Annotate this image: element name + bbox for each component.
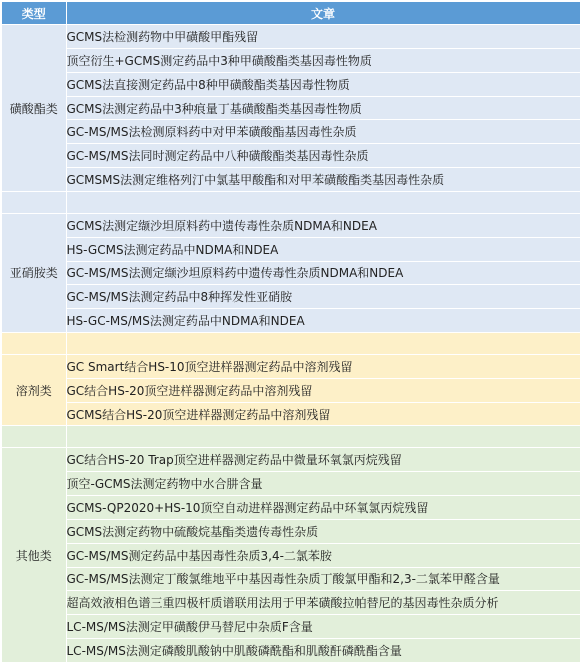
article-title-cell: HS-GC-MS/MS法测定药品中NDMA和NDEA — [66, 309, 580, 333]
spacer-cell — [2, 192, 66, 214]
article-title-cell: GC-MS/MS法同时测定药品中八种磺酸酯类基因毒性杂质 — [66, 144, 580, 168]
category-cell: 其他类 — [2, 448, 66, 663]
article-title-cell: GC-MS/MS法测定丁酸氯维地平中基因毒性杂质丁酸氯甲酯和2,3-二氯苯甲醛含量 — [66, 567, 580, 591]
table-row — [2, 237, 580, 261]
group-spacer-row — [2, 426, 580, 448]
article-title-cell: GCMS结合HS-20顶空进样器测定药品中溶剂残留 — [66, 402, 580, 426]
table-row — [2, 285, 580, 309]
spacer-cell — [66, 333, 580, 355]
table-row — [2, 378, 580, 402]
category-cell: 溶剂类 — [2, 354, 66, 426]
table-row — [2, 472, 580, 496]
articles-table — [2, 2, 581, 663]
table-row — [2, 495, 580, 519]
article-title-cell: GC结合HS-20 Trap顶空进样器测定药品中微量环氧氯丙烷残留 — [66, 448, 580, 472]
article-title-cell: GC结合HS-20顶空进样器测定药品中溶剂残留 — [66, 378, 580, 402]
header-title: 文章 — [66, 2, 580, 25]
article-title-cell: GCMS法测定缬沙坦原料药中遗传毒性杂质NDMA和NDEA — [66, 213, 580, 237]
spacer-cell — [66, 192, 580, 214]
table-row — [2, 168, 580, 192]
table-row — [2, 144, 580, 168]
article-title-cell: LC-MS/MS法测定磷酸肌酸钠中肌酸磷酰酯和肌酸酐磷酰酯含量 — [66, 639, 580, 663]
group-spacer-row — [2, 192, 580, 214]
spacer-cell — [2, 426, 66, 448]
table-row — [2, 261, 580, 285]
table-row — [2, 96, 580, 120]
article-title-cell: GCMS法检测药物中甲磺酸甲酯残留 — [66, 25, 580, 49]
group-spacer-row — [2, 333, 580, 355]
article-title-cell: GC-MS/MS法测定缬沙坦原料药中遗传毒性杂质NDMA和NDEA — [66, 261, 580, 285]
table-row — [2, 213, 580, 237]
table-row — [2, 25, 580, 49]
article-title-cell: HS-GCMS法测定药品中NDMA和NDEA — [66, 237, 580, 261]
article-title-cell: GC Smart结合HS-10顶空进样器测定药品中溶剂残留 — [66, 354, 580, 378]
table-row — [2, 567, 580, 591]
table-row — [2, 120, 580, 144]
table-row — [2, 519, 580, 543]
table-row — [2, 354, 580, 378]
table-row — [2, 591, 580, 615]
table-row — [2, 543, 580, 567]
table-row — [2, 72, 580, 96]
article-title-cell: GCMS法测定药物中硫酸烷基酯类遗传毒性杂质 — [66, 519, 580, 543]
table-row — [2, 309, 580, 333]
header-category: 类型 — [2, 2, 66, 25]
category-cell: 亚硝胺类 — [2, 213, 66, 332]
table-row — [2, 448, 580, 472]
category-cell: 磺酸酯类 — [2, 25, 66, 192]
article-title-cell: GC-MS/MS测定药品中基因毒性杂质3,4-二氯苯胺 — [66, 543, 580, 567]
table-row — [2, 639, 580, 663]
article-title-cell: GC-MS/MS法检测原料药中对甲苯磺酸酯基因毒性杂质 — [66, 120, 580, 144]
article-title-cell: 顶空衍生+GCMS测定药品中3种甲磺酸酯类基因毒性物质 — [66, 48, 580, 72]
article-title-cell: LC-MS/MS法测定甲磺酸伊马替尼中杂质F含量 — [66, 615, 580, 639]
table-header-row — [2, 2, 580, 25]
article-title-cell: GCMS法直接测定药品中8种甲磺酸酯类基因毒性物质 — [66, 72, 580, 96]
table-row — [2, 615, 580, 639]
table-row — [2, 402, 580, 426]
article-title-cell: 顶空-GCMS法测定药物中水合肼含量 — [66, 472, 580, 496]
table-row — [2, 48, 580, 72]
article-title-cell: GCMS-QP2020+HS-10顶空自动进样器测定药品中环氧氯丙烷残留 — [66, 495, 580, 519]
article-title-cell: GCMSMS法测定维格列汀中氯基甲酸酯和对甲苯磺酸酯类基因毒性杂质 — [66, 168, 580, 192]
spacer-cell — [2, 333, 66, 355]
table-body — [2, 25, 580, 663]
article-title-cell: GC-MS/MS法测定药品中8种挥发性亚硝胺 — [66, 285, 580, 309]
article-title-cell: 超高效液相色谱三重四极杆质谱联用法用于甲苯磺酸拉帕替尼的基因毒性杂质分析 — [66, 591, 580, 615]
article-title-cell: GCMS法测定药品中3种痕量丁基磺酸酯类基因毒性物质 — [66, 96, 580, 120]
spacer-cell — [66, 426, 580, 448]
